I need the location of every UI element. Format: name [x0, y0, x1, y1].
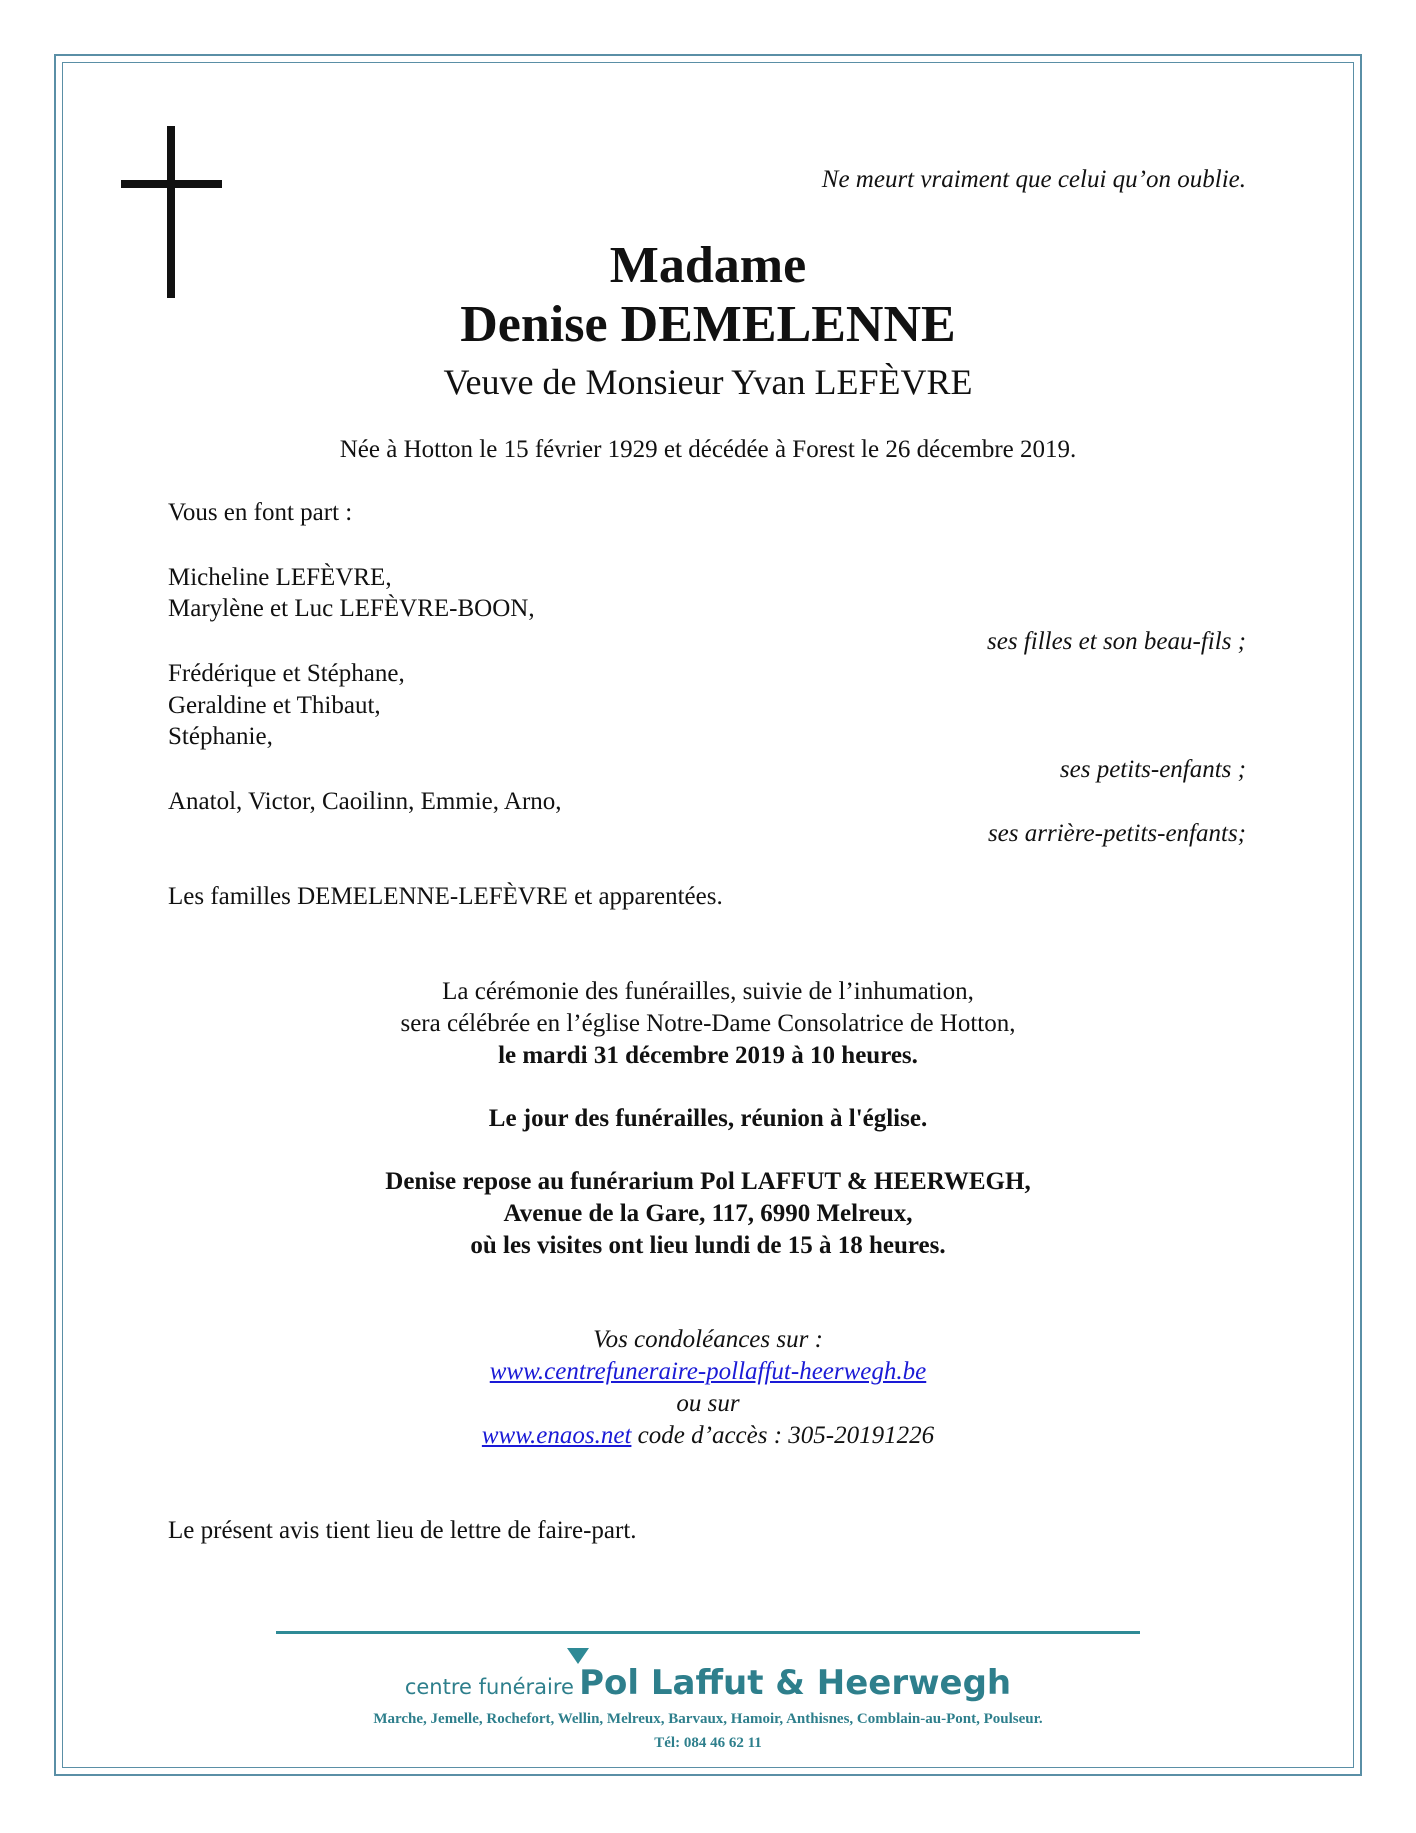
- daughter-2: Marylène et Luc LEFÈVRE-BOON,: [168, 595, 535, 622]
- repose-line-3: où les visites ont lieu lundi de 15 à 18 heures.: [470, 1232, 946, 1259]
- access-code: code d’accès : 305-20191226: [631, 1422, 935, 1449]
- footer-brand: [0, 1663, 1416, 1703]
- grandchild-2: Geraldine et Thibaut,: [168, 692, 381, 719]
- ceremony-line-2: sera célébrée en l’église Notre-Dame Consolatrice de Hotton,: [400, 1010, 1016, 1037]
- condolences-link-1[interactable]: www.centrefuneraire-pollaffut-heerwegh.be: [489, 1358, 927, 1385]
- grandchild-3: Stéphanie,: [168, 723, 273, 750]
- salutation: Madame: [609, 237, 807, 294]
- daughter-1: Micheline LEFÈVRE,: [168, 564, 392, 591]
- condolences-link-1-row: [62, 1356, 1354, 1387]
- footer-cities: Marche, Jemelle, Rochefort, Wellin, Melreux, Barvaux, Hamoir, Anthisnes, Comblain-au-Pont, Poulseur.: [373, 1711, 1043, 1727]
- great-grandchildren: Anatol, Victor, Caoilinn, Emmie, Arno,: [168, 788, 562, 815]
- families: Les familles DEMELENNE-LEFÈVRE et apparentées.: [168, 883, 723, 910]
- grandchildren-role: ses petits-enfants ;: [1059, 756, 1246, 783]
- footer-tel: Tél: 084 46 62 11: [654, 1735, 762, 1751]
- repose-line-1: Denise repose au funérarium Pol LAFFUT & HEERWEGH,: [385, 1168, 1031, 1195]
- ceremony-line-1: La cérémonie des funérailles, suivie de l’inhumation,: [442, 978, 974, 1005]
- grandchild-1: Frédérique et Stéphane,: [168, 660, 405, 687]
- triangle-logo-icon: [567, 1648, 589, 1664]
- deceased-name: Denise DEMELENNE: [460, 296, 956, 353]
- great-grandchildren-role: ses arrière-petits-enfants;: [987, 820, 1246, 847]
- condolences-link-2[interactable]: www.enaos.net: [481, 1422, 632, 1449]
- notice: Le présent avis tient lieu de lettre de faire-part.: [168, 1517, 637, 1544]
- intro: Vous en font part :: [168, 499, 353, 526]
- meeting-info: Le jour des funérailles, réunion à l'église.: [488, 1105, 928, 1132]
- brand-small: centre funéraire: [404, 1675, 574, 1699]
- condolences-or: ou sur: [676, 1390, 740, 1417]
- ceremony-datetime: le mardi 31 décembre 2019 à 10 heures.: [498, 1042, 918, 1069]
- condolences-link-2-row: [62, 1420, 1354, 1451]
- repose-line-2: Avenue de la Gare, 117, 6990 Melreux,: [503, 1200, 913, 1227]
- daughters-role: ses filles et son beau-fils ;: [987, 628, 1246, 655]
- condolences-title: Vos condoléances sur :: [593, 1326, 823, 1353]
- cross-icon-bar: [121, 180, 222, 188]
- widow-of: Veuve de Monsieur Yvan LEFÈVRE: [443, 362, 973, 402]
- epigraph: Ne meurt vraiment que celui qu’on oublie.: [821, 166, 1246, 193]
- footer-divider: [276, 1631, 1140, 1634]
- brand-big: Pol Laffut & Heerwegh: [579, 1663, 1012, 1703]
- birth-death: Née à Hotton le 15 février 1929 et décédée à Forest le 26 décembre 2019.: [339, 436, 1077, 463]
